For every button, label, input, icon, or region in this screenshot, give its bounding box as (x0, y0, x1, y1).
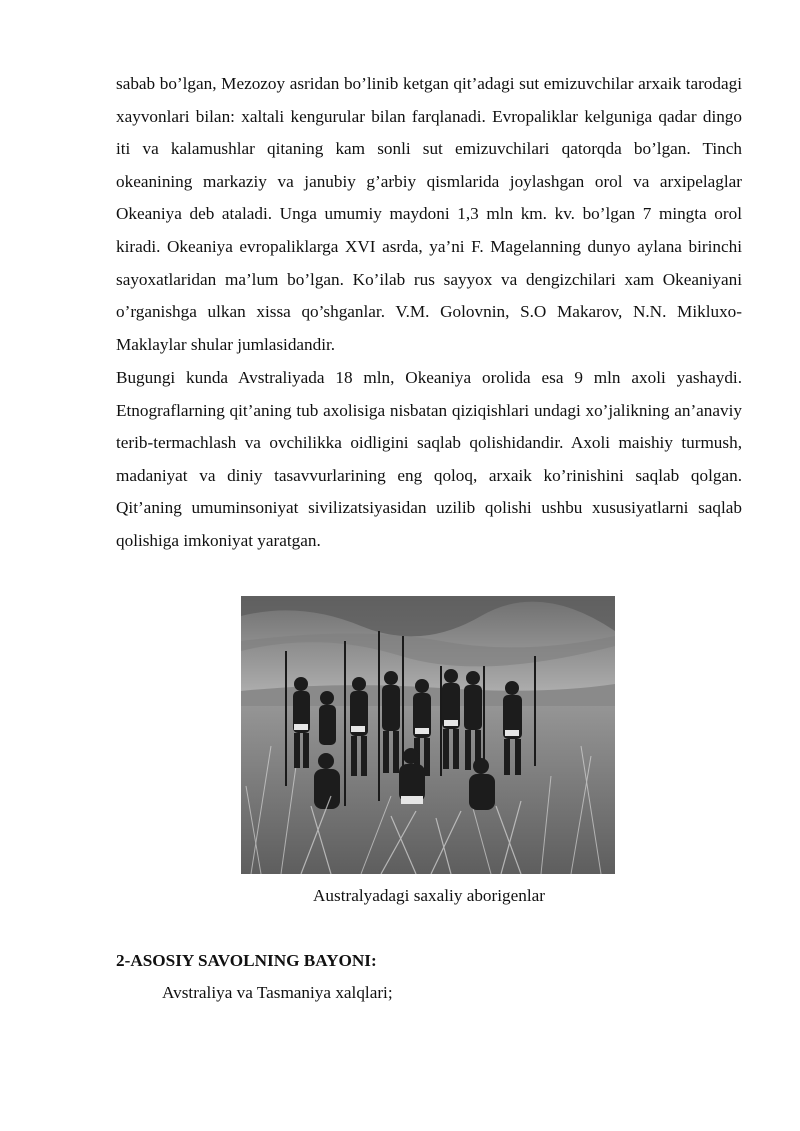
section-heading: 2-ASOSIY SAVOLNING BAYONI: (116, 951, 377, 970)
body-paragraph-2: Bugungi kunda Avstraliyada 18 mln, Okeaniya orolida esa 9 mln axoli yashaydi. Etnograflarning qit’aning tub axolisiga nisbatan qiziqishlari undagi xo’jalikning an’anaviy terib-termachlash va ovchilikka oidligini saqlab qolishidandir. Axoli maishiy turmush, madaniyat va diniy tasavvurlarining eng qoloq, arxaik ko’rinishini saqlab qolgan. Qit’aning umuminsoniyat sivilizatsiyasidan uzilib qolishi ushbu xususiyatlarni saqlab qolishiga imkoniyat yaratgan. (116, 368, 742, 550)
aborigines-photo-illustration (241, 596, 615, 874)
aborigines-photo (241, 596, 615, 874)
section-subheading: Avstraliya va Tasmaniya xalqlari; (162, 983, 393, 1002)
body-paragraph-1: sabab bo’lgan, Mezozoy asridan bo’linib ketgan qit’adagi sut emizuvchilar arxaik tarodagi xayvonlari bilan: xaltali kengurular bilan farqlanadi. Evropaliklar kelguniga qadar dingo iti va kalamushlar qitaning kam sonli sut emizuvchilari qatorqda bo’lgan. Tinch okeanining markaziy va janubiy g’arbiy qismlarida joylashgan orol va arxipelaglar Okeaniya deb ataladi. Unga umumiy maydoni 1,3 mln km. kv. bo’lgan 7 mingta orol kiradi. Okeaniya evropaliklarga XVI asrda, ya’ni F. Magelanning dunyo aylana birinchi sayoxatlaridan ma’lum bo’lgan. Ko’ilab rus sayyox va dengizchilari xam Okeaniyani o’rganishga ulkan xissa qo’shganlar. V.M. Golovnin, S.O Makarov, N.N. Mikluxo-Maklaylar shular jumlasidandir. (116, 74, 742, 354)
photo-caption: Australyadagi saxaliy aborigenlar (313, 886, 545, 905)
